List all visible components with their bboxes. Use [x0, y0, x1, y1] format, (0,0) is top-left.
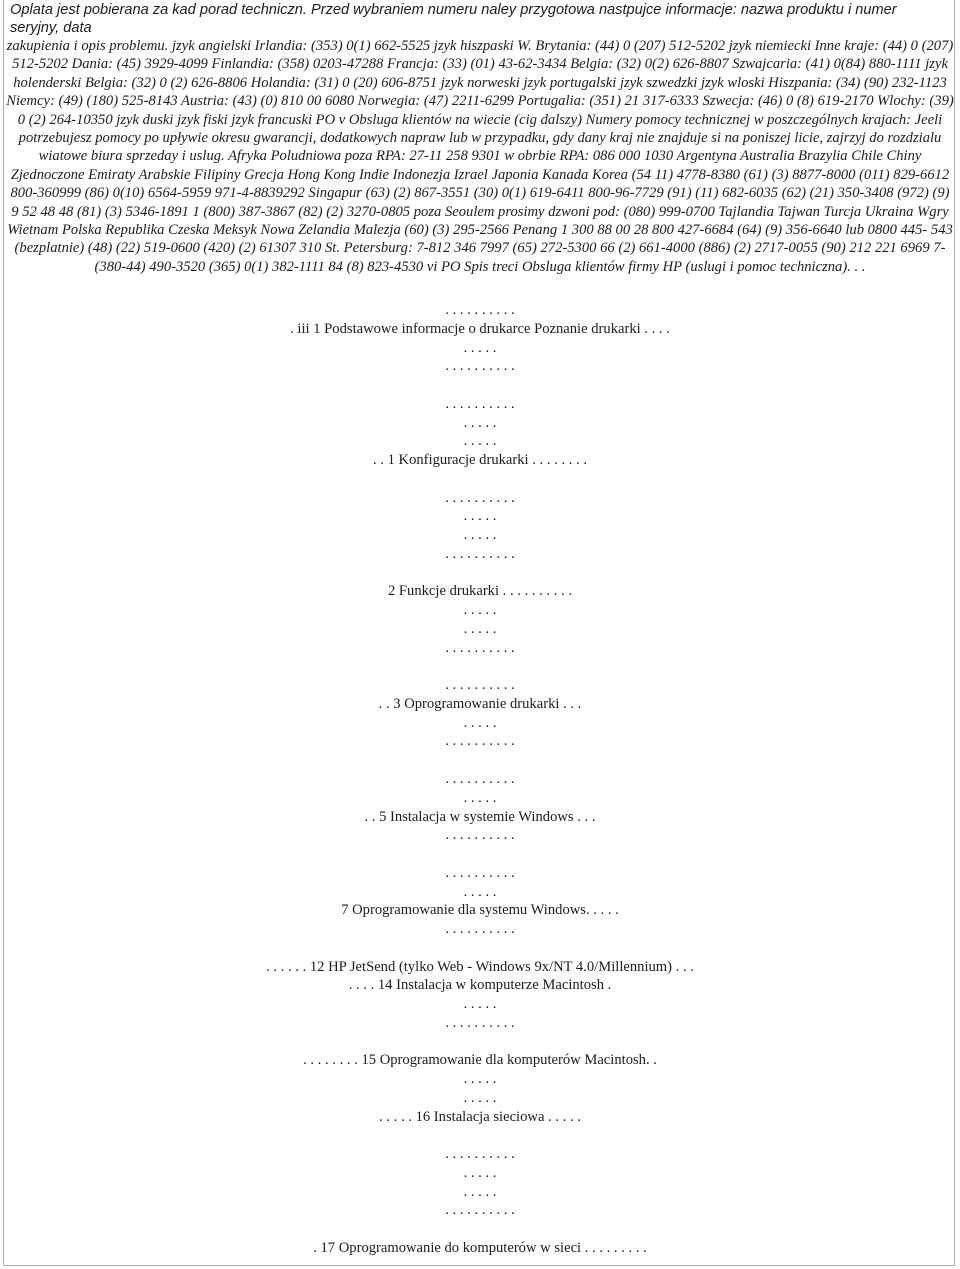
toc-line: . . . . . — [463, 602, 497, 619]
toc-line: . . . . . . . . . . — [445, 302, 515, 318]
toc-line: . . . . . — [463, 714, 497, 731]
toc-line: . . . . . . . . . . — [445, 771, 515, 787]
toc-line: . . . . . . . . . . — [445, 827, 515, 844]
toc-line: . . . . . — [463, 527, 497, 544]
toc-line: . . . . . . . . . . — [445, 677, 515, 694]
toc-line — [0, 375, 960, 395]
toc-line: . . . . . . . . . . — [445, 864, 515, 881]
toc-line: 7 Oprogramowanie dla systemu Windows. . . . . — [341, 902, 619, 919]
intro-paragraph: zakupienia i opis problemu. jzyk angielski Irlandia: (353) 0(1) 662-5525 jzyk hiszpaski W. Brytania: (44) 0 (207) 512-5202 jzyk niemiecki Inne kraje: (44) 0 (207) 512-5202 Dania: (45) 3929-4099 Finlandia: (358) 0203-47288 Francja: (33) (01) 43-62-3434 Belgia: (32) 0(2) 626-8807 Szwajcaria: (41) 0(84) 880-1111 jzyk holenderski Belgia: (32) 0 (2) 626-8806 Holandia: (31) 0 (20) 606-8751 jzyk norweski jzyk portugalski jzyk szwedzki jzyk wloski Hiszpania: (34) (90) 232-1123 Niemcy: (49) (180) 525-8143 Austria: (43) (0) 810 00 6080 Norwegia: (47) 2211-6299 Portugalia: (351) 21 317-6333 Szwecja: (46) 0 (8) 619-2170 Wlochy: (39) 0 (2) 264-10350 jzyk duski jzyk fiski jzyk francuski PO v Obsluga klientów na wiecie (cig dalszy) Numery pomocy technicznej w poszczególnych krajach: Jeeli potrzebujesz pomocy po upływie okresu gwarancji, dodatkowych napraw lub w przypadku, gdy dany kraj nie znajduje si na poniszej licie, zajrzyj do rozdzialu wiatowe biura sprzeday i uslug. Afryka Poludniowa poza RPA: 27-11 258 9301 w obrbie RPA: 086 000 1030 Argentyna Australia Brazylia Chile Chiny Zjednoczone Emiraty Arabskie Filipiny Grecja Hong Kong Indie Indonezja Izrael Japonia Kanada Korea (54 11) 4778-8380 (61) (3) 8877-8000 (011) 829-6612 800-360999 (86) 0(10) 6564-5959 971-4-8839292 Singapur (63) (2) 867-3551 (30) 0(1) 619-6411 800-96-7729 (91) (11) 682-6035 (62) (21) 350-3408 (972) (9) 9 52 48 48 (81) (3) 5346-1891 1 (800) 387-3867 (82) (2) 3270-0805 poza Seoulem prosimy dzwoni pod: (080) 999-0700 Tajlandia Tajwan Turcja Ukraina Wgry Wietnam Polska Republika Czeska Meksyk Nowa Zelandia Malezja (60) (3) 295-2566 Penang 1 300 88 00 28 800 427-6684 (64) (9) 356-6640 lub 0800 445- 543 (bezplatnie) (48) (22) 519-0600 (420) (2) 61307 310 St. Petersburg: 7-812 346 7997 (65) 272-5300 66 (2) 661-4000 (886) (2) 2717-0055 (90) 212 221 6969 7- (380-44) 490-3520 (365) 0(1) 382-1111 84 (8) 823-4530 vi PO Spis treci Obsluga klientów firmy HP (uslugi i pomoc techniczna). . . — [6, 38, 954, 275]
toc-line: . . . . . . . . . . — [445, 733, 515, 750]
toc-line: . . . . . — [463, 996, 497, 1013]
toc-line: . . . . . — [463, 620, 497, 637]
toc-line: . 17 Oprogramowanie do komputerów w sieci . . . . . . . . . — [313, 1240, 647, 1256]
toc-line: . . . . . . . . 15 Oprogramowanie dla komputerów Macintosh. . — [303, 1052, 657, 1069]
toc-line: . . . . . . . . . . — [445, 1146, 515, 1163]
toc-line — [0, 656, 960, 676]
toc-line: . . . . . — [463, 883, 497, 900]
toc-line: . . . . 14 Instalacja w komputerze Macintosh . — [348, 977, 612, 994]
toc-line: . . . . . — [463, 433, 497, 450]
toc-line — [0, 938, 960, 958]
toc-line — [0, 563, 960, 583]
toc-line: . . 1 Konfiguracje drukarki . . . . . . . . — [373, 452, 587, 469]
toc-line — [0, 1032, 960, 1052]
toc-line: . . . . . — [463, 339, 497, 356]
toc-line: . . . . . — [463, 1164, 497, 1181]
toc-line: . . . . . . . . . . — [445, 545, 515, 562]
intro-first-line: Oplata jest pobierana za kad porad techniczn. Przed wybraniem numeru naley przygotowa nastpujce informacje: nazwa produktu i numer seryjny, data — [10, 2, 897, 36]
toc-line: . . . . . . . . . . — [445, 921, 515, 938]
toc-line — [0, 1219, 960, 1239]
toc-line — [0, 750, 960, 770]
toc-line: . . . . . . . . . . — [445, 1202, 515, 1219]
toc-line: . . 5 Instalacja w systemie Windows . . . — [364, 808, 596, 825]
toc-line: . . . . . . . . . . — [445, 489, 515, 506]
toc-line: . . 3 Oprogramowanie drukarki . . . — [378, 695, 582, 712]
toc-line: 2 Funkcje drukarki . . . . . . . . . . — [387, 583, 573, 600]
toc-line: . iii 1 Podstawowe informacje o drukarce Poznanie drukarki . . . . — [290, 320, 670, 337]
toc-line: . . . . . — [463, 1071, 497, 1088]
toc-line: . . . . . — [463, 1089, 497, 1106]
toc-line: . . . . . . . . . . — [445, 639, 515, 656]
toc-line: . . . . . — [463, 508, 497, 525]
toc-line: . . . . . . . . . . — [445, 395, 515, 412]
toc-line — [0, 1125, 960, 1145]
toc-line — [0, 844, 960, 864]
toc-line: . . . . . . . . . . — [445, 358, 515, 375]
toc-line: . . . . . — [463, 414, 497, 431]
toc-line: . . . . . . . . . . — [445, 1014, 515, 1031]
toc-line: . . . . . . 12 HP JetSend (tylko Web - Windows 9x/NT 4.0/Millennium) . . . — [266, 958, 694, 975]
toc-line: . . . . . — [463, 1183, 497, 1200]
toc-line — [0, 469, 960, 489]
toc-line: . . . . . 16 Instalacja sieciowa . . . . . — [379, 1108, 581, 1125]
toc-line: . . . . . — [463, 789, 497, 806]
